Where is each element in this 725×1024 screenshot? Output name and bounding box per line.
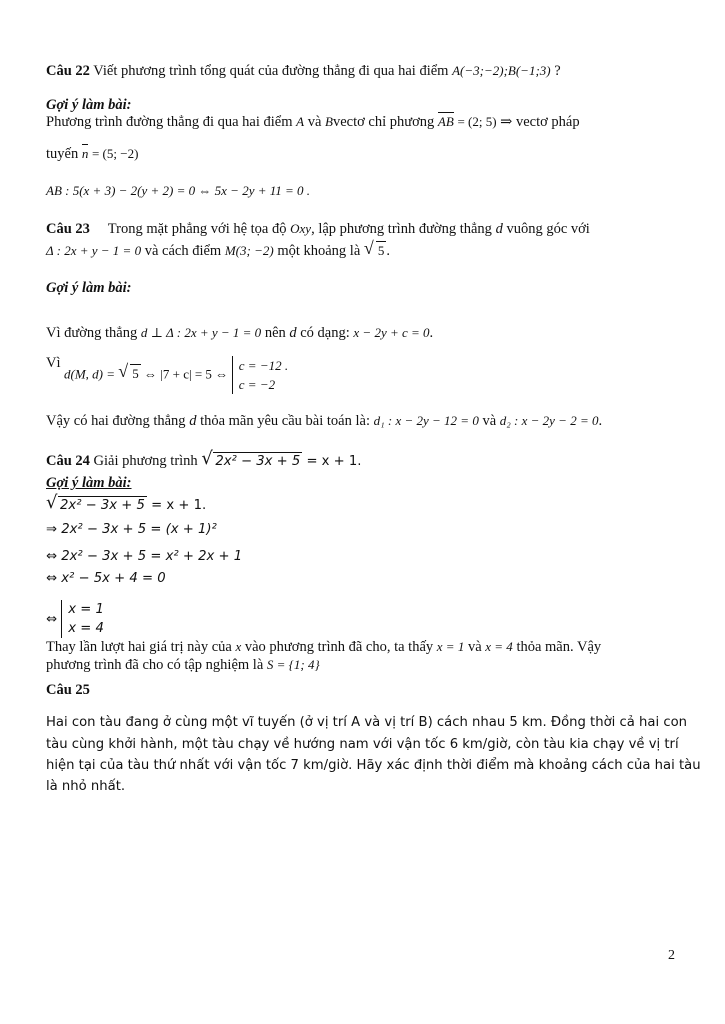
q23-text-b: , lập phương trình đường thẳng xyxy=(311,221,492,237)
q23-case-2: c = −2 xyxy=(238,377,276,392)
q24-cases xyxy=(61,600,104,638)
q25-para-line4: là nhỏ nhất. xyxy=(46,779,126,794)
q23-text-c: vuông góc với xyxy=(506,221,590,237)
q24-c1-x4: x = 4 xyxy=(485,639,513,654)
q23-s3-and: và xyxy=(482,413,497,429)
q25-para-line2: tàu cùng khởi hành, một tàu chạy về hướng nam với vận tốc 6 km/giờ, còn tàu kia chạy về vị trí xyxy=(46,737,679,752)
q24-conclusion-2 xyxy=(46,656,320,674)
q24-case-1: x = 1 xyxy=(68,602,104,617)
q25-para-line3: hiện tại của tàu thứ nhất với vận tốc 7 km/giờ. Hãy xác định thời điểm mà khoảng cách của hai tàu xyxy=(46,758,701,773)
q22-n-value: = (5; −2) xyxy=(91,146,139,161)
q22-hint-line1 xyxy=(46,113,580,131)
q22-l1-a: Phương trình đường thẳng đi qua hai điểm xyxy=(46,114,293,130)
q23-text-a: Trong mặt phẳng với hệ tọa độ xyxy=(107,221,287,237)
q24-case-2: x = 4 xyxy=(68,621,104,636)
q22-hint-label: Gợi ý làm bài: xyxy=(46,97,132,113)
q23-dot: . xyxy=(386,243,391,259)
q22-ab-vector: AB xyxy=(437,114,454,129)
q22-text: Viết phương trình tổng quát của đường thẳng đi qua hai điểm xyxy=(93,63,449,79)
q23-s1-g: . xyxy=(429,325,434,341)
q24-c1-c: thỏa mãn. Vậy xyxy=(516,639,602,655)
q24-c1-a: Thay lần lượt hai giá trị này của xyxy=(46,639,232,655)
q22-label: Câu 22 xyxy=(46,63,90,79)
q24-statement xyxy=(46,452,362,471)
q23-statement-line2 xyxy=(46,241,390,260)
q23-oxy: Oxy xyxy=(290,221,312,236)
q23-s1-c: nên xyxy=(264,325,286,341)
q22-statement xyxy=(46,62,561,80)
q23-conclusion xyxy=(46,412,602,430)
q24-step-1 xyxy=(46,496,206,515)
q22-point-a: A xyxy=(296,114,305,129)
q23-delta: Δ : 2x + y − 1 = 0 xyxy=(46,243,142,258)
q23-solution-1 xyxy=(46,324,433,342)
q23-d: d xyxy=(495,221,503,237)
q23-statement-line1 xyxy=(46,220,590,238)
q22-l1-c: vectơ pháp xyxy=(515,114,580,130)
q22-equation: AB : 5(x + 3) − 2(y + 2) = 0 ⇔ 5x − 2y + 11 = 0 . xyxy=(46,183,311,198)
q22-qmark: ? xyxy=(554,63,561,79)
q23-s3-a: Vậy có hai đường thẳng xyxy=(46,413,186,429)
q24-solution-set: S = {1; 4} xyxy=(266,657,320,672)
q23-s3-d: d xyxy=(189,413,197,429)
q24-step-3: ⇔ 2x² − 3x + 5 = x² + 2x + 1 xyxy=(46,549,243,564)
q24-step-5 xyxy=(46,600,104,638)
q24-radicand: 2x² − 3x + 5 xyxy=(215,454,301,469)
q23-s3-d1: d₁ : x − 2y − 12 = 0 xyxy=(373,413,479,428)
q24-label: Câu 24 xyxy=(46,453,90,469)
q24-hint-label: Gợi ý làm bài: xyxy=(46,475,132,491)
q22-point-b: B xyxy=(325,114,333,129)
q25-para-line1: Hai con tàu đang ở cùng một vĩ tuyến (ở vị trí A và vị trí B) cách nhau 5 km. Đồng thời cả hai con xyxy=(46,715,688,730)
implies-symbol: ⇒ xyxy=(500,114,513,130)
q22-hint-line2 xyxy=(46,145,138,163)
q23-s1-f: x − 2y + c = 0 xyxy=(353,325,430,340)
q23-s2-sqrt: 5 xyxy=(132,366,139,382)
q23-s1-b: d ⊥ Δ : 2x + y − 1 = 0 xyxy=(140,325,262,340)
q23-text-d: và cách điểm xyxy=(144,243,222,259)
q23-s1-a: Vì đường thẳng xyxy=(46,325,138,341)
q23-cases xyxy=(232,356,288,394)
q23-s3-dot: . xyxy=(598,413,603,429)
q24-text: Giải phương trình xyxy=(93,453,198,469)
q23-s2-eq2: ⇔ |7 + c| = 5 ⇔ xyxy=(140,366,229,382)
q23-s2-eq: d(M, d) = xyxy=(64,366,119,382)
q22-points: A(−3;−2);B(−1;3) xyxy=(452,63,551,78)
q25-label: Câu 25 xyxy=(46,682,90,698)
q24-c1-x: x xyxy=(235,639,242,654)
q22-l1-b: vectơ chỉ phương xyxy=(332,114,435,130)
q24-step-2: ⇒ 2x² − 3x + 5 = (x + 1)² xyxy=(46,522,217,537)
page-number: 2 xyxy=(668,948,675,963)
q24-c2-a: phương trình đã cho có tập nghiệm là xyxy=(46,657,264,673)
q24-l5-pre: ⇔ xyxy=(46,612,58,627)
q23-point-m: M(3; −2) xyxy=(224,243,274,258)
q23-hint-label: Gợi ý làm bài: xyxy=(46,280,132,296)
q24-step-4: ⇔ x² − 5x + 4 = 0 xyxy=(46,571,166,586)
q23-text-e: một khoảng là xyxy=(277,243,361,259)
q24-c1-and: và xyxy=(467,639,482,655)
q22-ab-value: = (2; 5) xyxy=(457,114,497,129)
q24-c1-x1: x = 1 xyxy=(436,639,465,654)
q22-n-vector: n xyxy=(81,146,89,161)
q23-case-1: c = −12 . xyxy=(238,358,289,373)
q23-s3-b: thỏa mãn yêu cầu bài toán là: xyxy=(200,413,370,429)
q23-sqrt5: 5 xyxy=(377,243,385,258)
q24-rhs: = x + 1. xyxy=(302,454,362,469)
q23-s3-d2: d₂ : x − 2y − 2 = 0 xyxy=(499,413,599,428)
q22-l2-a: tuyến xyxy=(46,146,79,162)
q23-solution-2-vi: Vì xyxy=(46,355,61,371)
q23-s1-e: có dạng: xyxy=(300,325,350,341)
q24-l1-rhs: = x + 1. xyxy=(146,498,207,513)
q24-l1-rad: 2x² − 3x + 5 xyxy=(60,498,145,513)
q23-solution-2 xyxy=(64,356,288,394)
q24-c1-b: vào phương trình đã cho, ta thấy xyxy=(244,639,434,655)
q22-l1-and: và xyxy=(307,114,322,130)
q24-conclusion-1 xyxy=(46,638,601,656)
q23-s1-d: d xyxy=(289,325,297,341)
q23-label: Câu 23 xyxy=(46,221,90,237)
